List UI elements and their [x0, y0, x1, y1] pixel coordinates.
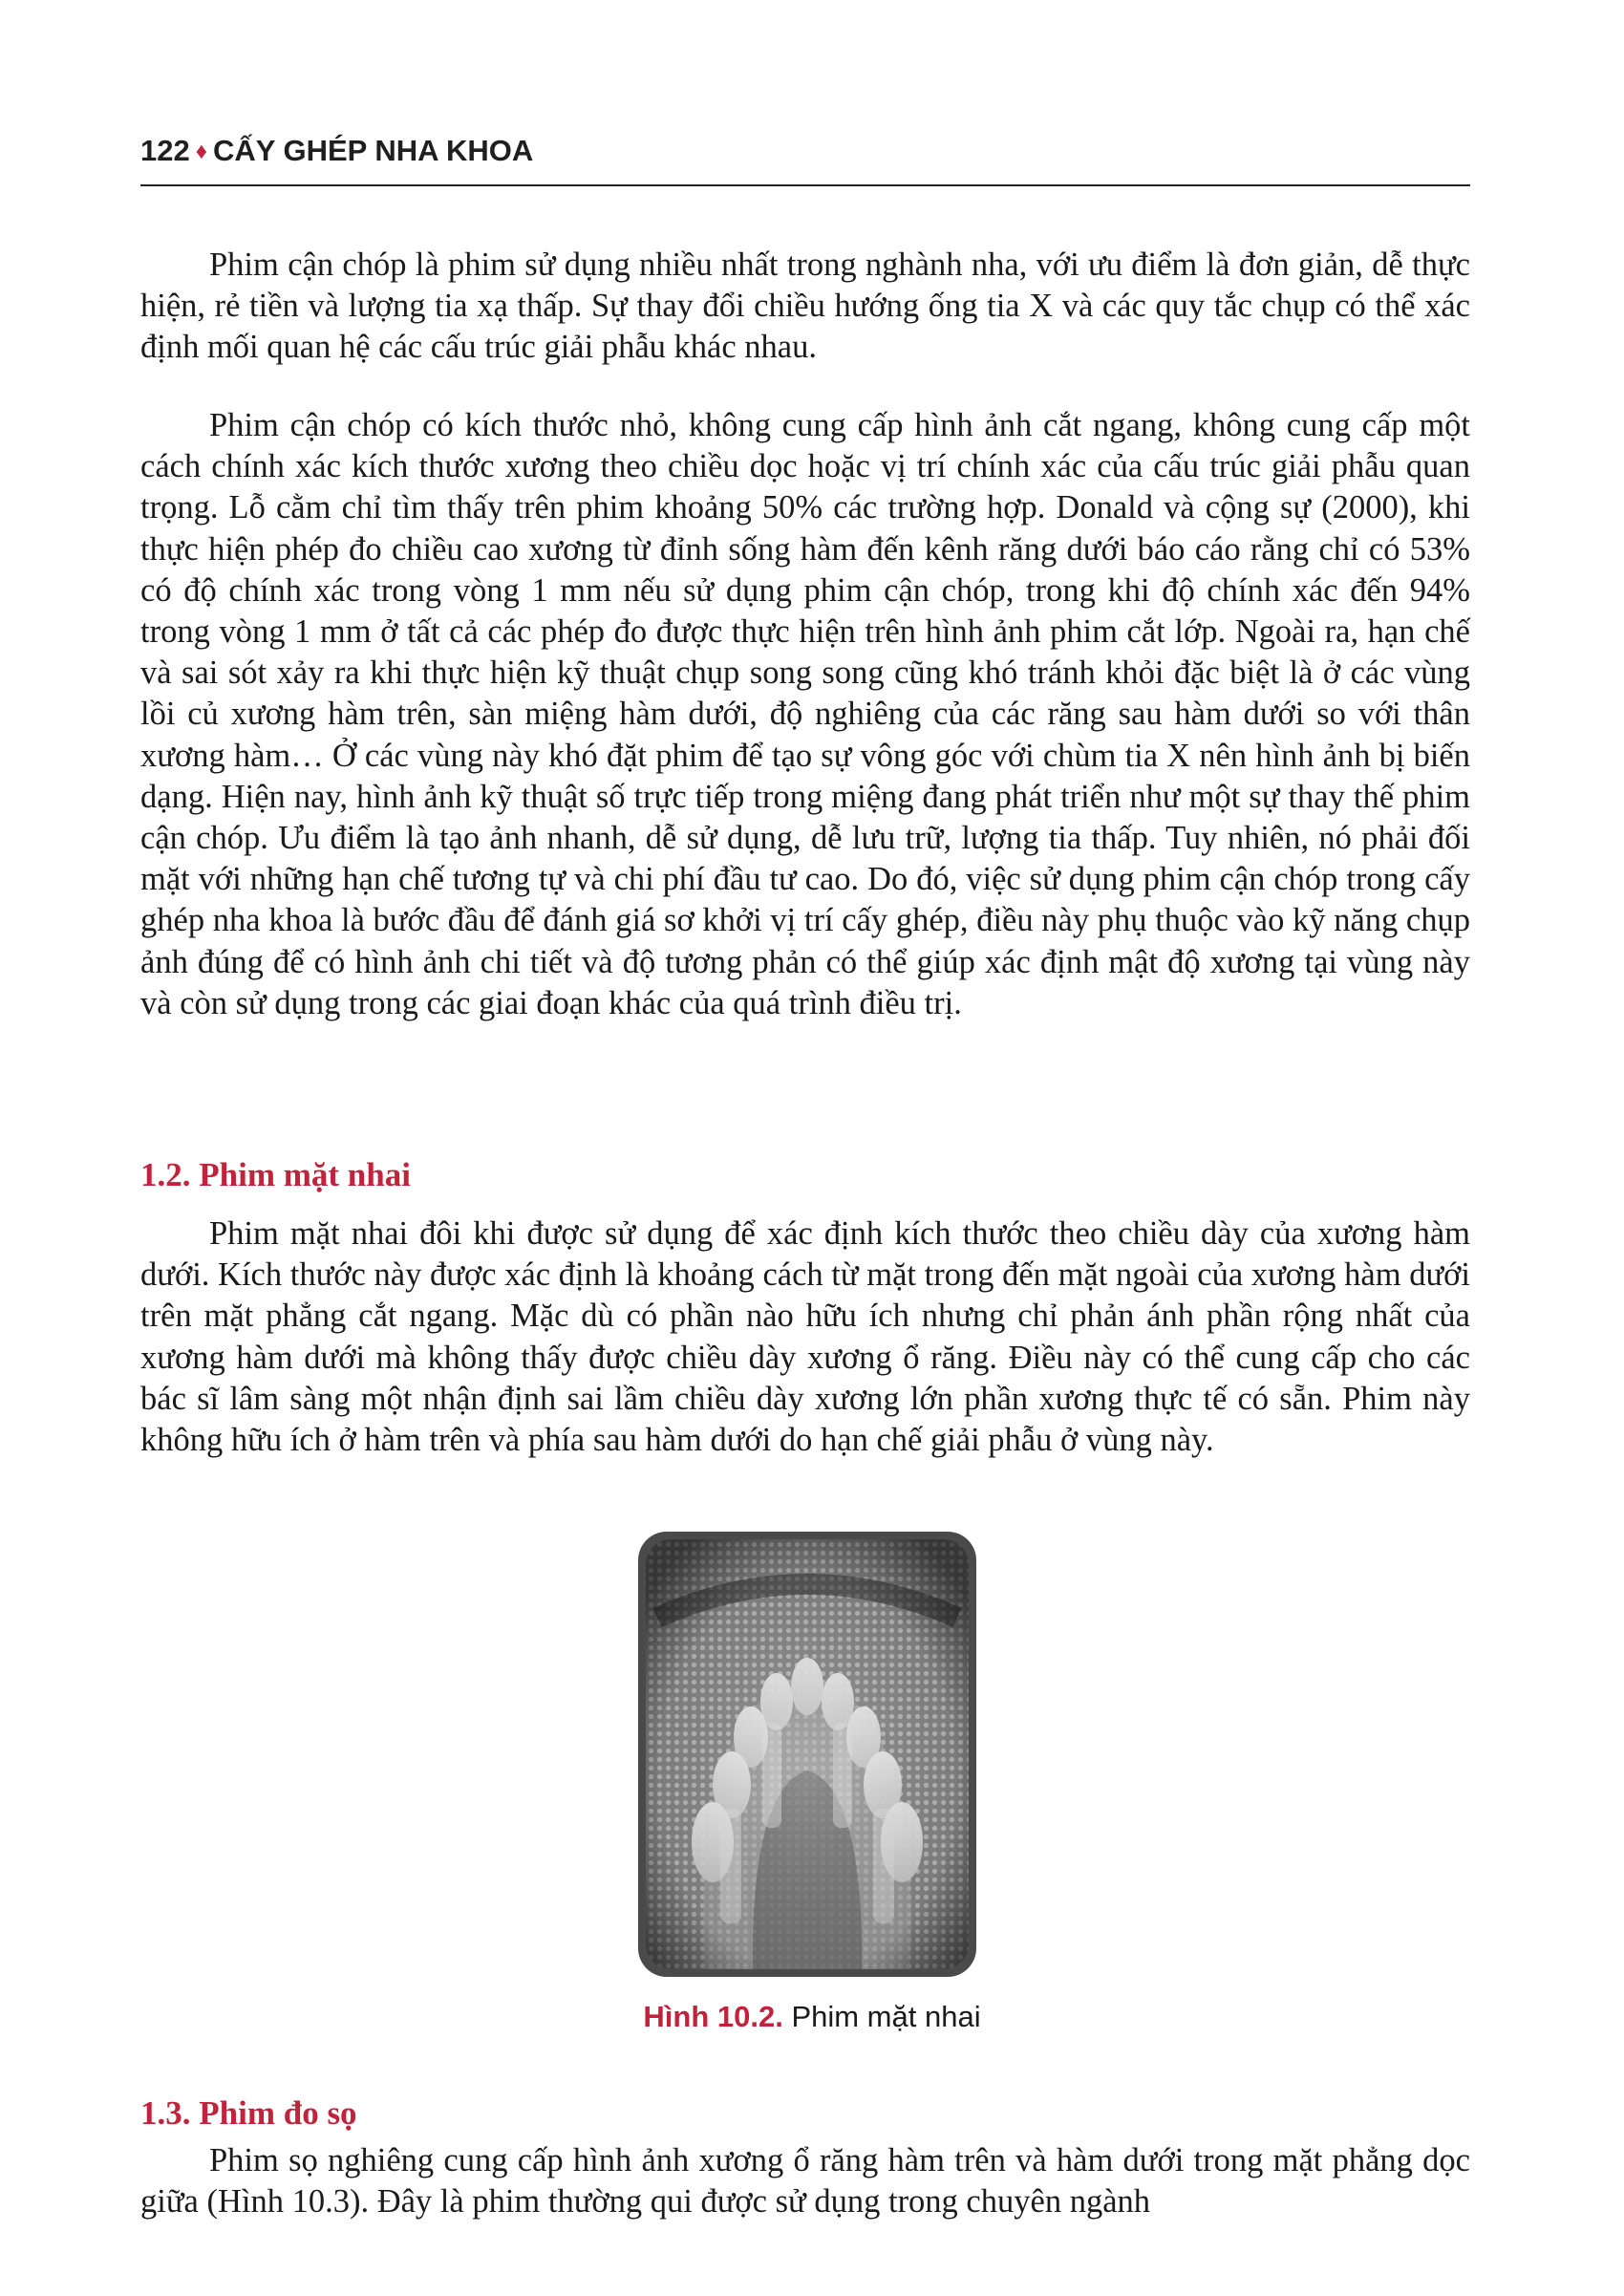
page-number: 122: [140, 134, 190, 167]
figure-label: Hình 10.2.: [643, 2000, 783, 2033]
section-heading-cephalometric-film: 1.3. Phim đo sọ: [140, 2094, 357, 2132]
section-heading-occlusal-film: 1.2. Phim mặt nhai: [140, 1156, 411, 1193]
paragraph-occlusal-film: Phim mặt nhai đôi khi được sử dụng để xác định kích thước theo chiều dày của xương hàm dưới. Kích thước này được xác định là khoảng cách từ mặt trong đến mặt ngoài của xương hàm dưới trên mặt phẳng cắt ngang. Mặc dù có phần nào hữu ích nhưng chỉ phản ánh phần rộng nhất của xương hàm dưới mà không thấy được chiều dày xương ổ răng. Điều này có thể cung cấp cho các bác sĩ lâm sàng một nhận định sai lầm chiều dày xương lớn phần xương thực tế có sẵn. Phim này không hữu ích ở hàm trên và phía sau hàm dưới do hạn chế giải phẫu ở vùng này.: [140, 1215, 1470, 1459]
figure-caption-text: Phim mặt nhai: [782, 2000, 981, 2033]
page-header: [140, 134, 1470, 168]
diamond-separator-icon: ♦: [195, 139, 207, 164]
paragraph-cephalometric-film: Phim sọ nghiêng cung cấp hình ảnh xương ổ răng hàm trên và hàm dưới trong mặt phẳng dọc giữa (Hình 10.3). Đây là phim thường qui được sử dụng trong chuyên ngành: [140, 2142, 1470, 2221]
header-divider: [140, 184, 1470, 186]
paragraph-periapical-limitations: Phim cận chóp có kích thước nhỏ, không cung cấp hình ảnh cắt ngang, không cung cấp một cách chính xác kích thước xương theo chiều dọc hoặc vị trí chính xác của cấu trúc giải phẫu quan trọng. Lỗ cằm chỉ tìm thấy trên phim khoảng 50% các trường hợp. Donald và cộng sự (2000), khi thực hiện phép đo chiều cao xương từ đỉnh sống hàm đến kênh răng dưới báo cáo rằng chỉ có 53% có độ chính xác trong vòng 1 mm nếu sử dụng phim cận chóp, trong khi độ chính xác đến 94% trong vòng 1 mm ở tất cả các phép đo được thực hiện trên hình ảnh phim cắt lớp. Ngoài ra, hạn chế và sai sót xảy ra khi thực hiện kỹ thuật chụp song song cũng khó tránh khỏi đặc biệt là ở các vùng lồi củ xương hàm trên, sàn miệng hàm dưới, độ nghiêng của các răng sau hàm dưới so với thân xương hàm… Ở các vùng này khó đặt phim để tạo sự vông góc với chùm tia X nên hình ảnh bị biến dạng. Hiện nay, hình ảnh kỹ thuật số trực tiếp trong miệng đang phát triển như một sự thay thế phim cận chóp. Ưu điểm là tạo ảnh nhanh, dễ sử dụng, dễ lưu trữ, lượng tia thấp. Tuy nhiên, nó phải đối mặt với những hạn chế tương tự và chi phí đầu tư cao. Do đó, việc sử dụng phim cận chóp trong cấy ghép nha khoa là bước đầu để đánh giá sơ khởi vị trí cấy ghép, điều này phụ thuộc vào kỹ năng chụp ảnh đúng để có hình ảnh chi tiết và độ tương phản có thể giúp xác định mật độ xương tại vùng này và còn sử dụng trong các giai đoạn khác của quá trình điều trị.: [140, 407, 1470, 1021]
xray-image: [638, 1532, 976, 1977]
paragraph-intro: Phim cận chóp là phim sử dụng nhiều nhất trong nghành nha, với ưu điểm là đơn giản, dễ thực hiện, rẻ tiền và lượng tia xạ thấp. Sự thay đổi chiều hướng ống tia X và các quy tắc chụp có thể xác định mối quan hệ các cấu trúc giải phẫu khác nhau.: [140, 247, 1470, 366]
figure-caption: [0, 2000, 1624, 2034]
occlusal-radiograph-figure: [638, 1532, 976, 1977]
book-title: CẤY GHÉP NHA KHOA: [212, 134, 534, 167]
